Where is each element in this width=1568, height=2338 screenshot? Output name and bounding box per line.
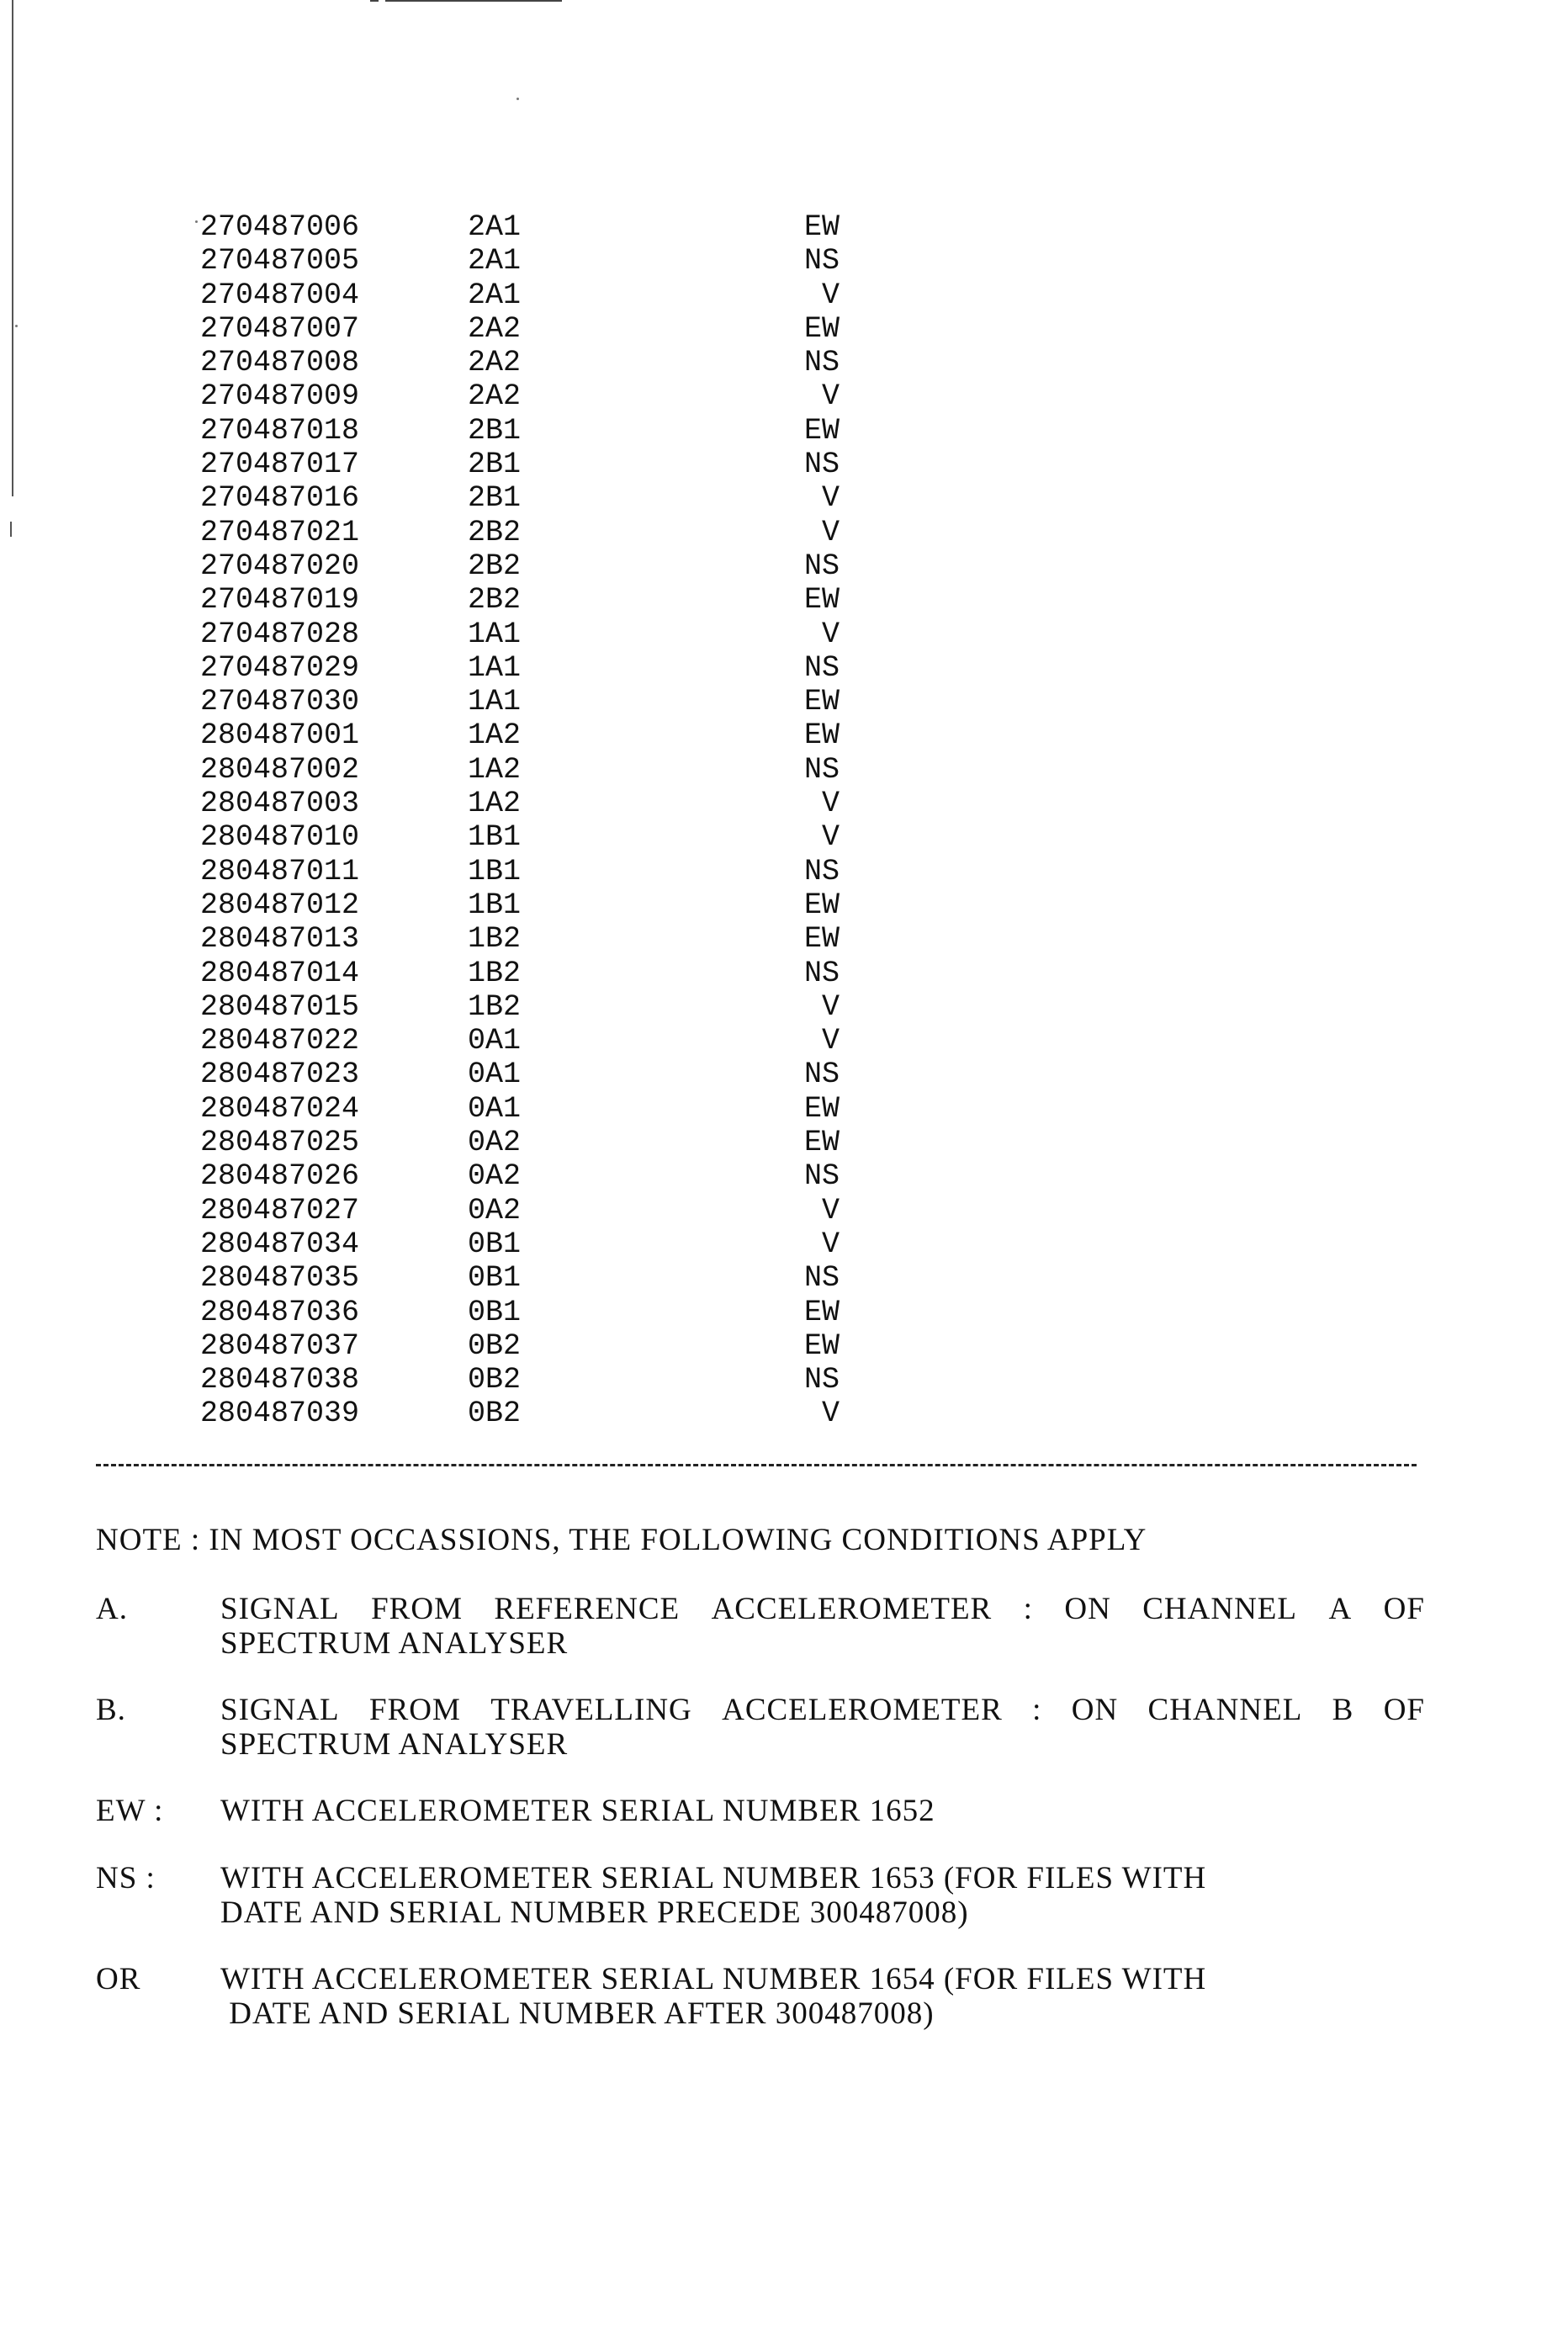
file-serial-cell: 280487039 (200, 1397, 360, 1431)
position-cell: 1A1 (468, 617, 522, 651)
note-ns-text (220, 1861, 1425, 1930)
position-cell: 2A2 (468, 311, 522, 346)
note-ew-label: EW : (96, 1794, 164, 1828)
direction-cell: EW (803, 210, 840, 244)
position-cell: 1B2 (468, 989, 522, 1024)
position-cell: 2B1 (468, 448, 522, 482)
direction-cell: V (821, 787, 840, 821)
direction-cell: EW (803, 1091, 840, 1126)
note-or-label: OR (96, 1962, 141, 1996)
file-serial-cell: 280487034 (200, 1227, 360, 1261)
position-cell: 0A1 (468, 1024, 522, 1058)
file-serial-cell: 280487002 (200, 752, 360, 787)
note-a-word: ON (1064, 1592, 1111, 1626)
position-cell: 1A1 (468, 650, 522, 685)
file-serial-cell: 280487013 (200, 922, 360, 957)
note-b-text (220, 1693, 1425, 1762)
position-cell: 0A2 (468, 1193, 522, 1227)
direction-cell: NS (803, 956, 840, 990)
file-serial-cell: 270487028 (200, 617, 360, 651)
note-ns-line1: WITH ACCELEROMETER SERIAL NUMBER 1653 (FOR FILES WITH (220, 1861, 1207, 1895)
file-serial-cell: 270487016 (200, 481, 360, 516)
table-row (200, 787, 840, 820)
table-row (200, 312, 840, 346)
table-row (200, 379, 840, 413)
table-row (200, 1024, 840, 1058)
note-a-word: : (1023, 1592, 1033, 1626)
direction-cell: V (821, 1227, 840, 1261)
file-serial-cell: 270487017 (200, 448, 360, 482)
direction-cell: V (821, 820, 840, 855)
position-cell: 1A2 (468, 787, 522, 821)
note-heading: NOTE : IN MOST OCCASSIONS, THE FOLLOWING CONDITIONS APPLY (96, 1523, 1147, 1557)
file-serial-cell: 280487027 (200, 1193, 360, 1227)
direction-cell: NS (803, 1363, 840, 1397)
note-b-word: : (1032, 1693, 1042, 1727)
table-row (200, 618, 840, 651)
table-row (200, 718, 840, 752)
file-serial-cell: 270487004 (200, 278, 360, 312)
file-serial-cell: 280487010 (200, 820, 360, 855)
file-serial-cell: 280487015 (200, 989, 360, 1024)
file-serial-cell: 270487021 (200, 515, 360, 549)
file-serial-cell: 270487007 (200, 311, 360, 346)
file-serial-cell: 270487020 (200, 549, 360, 583)
note-a-word: CHANNEL (1142, 1592, 1298, 1626)
position-cell: 1B1 (468, 888, 522, 922)
direction-cell: EW (803, 311, 840, 346)
table-row (200, 1194, 840, 1227)
direction-cell: V (821, 1193, 840, 1227)
note-a-word: SIGNAL (220, 1592, 340, 1626)
position-cell: 1B2 (468, 922, 522, 957)
table-row (200, 651, 840, 685)
table-row (200, 1261, 840, 1295)
file-serial-cell: 270487009 (200, 379, 360, 414)
table-row (200, 1363, 840, 1397)
position-cell: 2B2 (468, 549, 522, 583)
file-serial-cell: 280487037 (200, 1328, 360, 1363)
position-cell: 0B1 (468, 1227, 522, 1261)
table-row (200, 1126, 840, 1159)
table-row (200, 685, 840, 718)
direction-cell: V (821, 515, 840, 549)
direction-cell: V (821, 989, 840, 1024)
table-row (200, 990, 840, 1024)
direction-cell: NS (803, 244, 840, 278)
note-or-line1: WITH ACCELEROMETER SERIAL NUMBER 1654 (FOR FILES WITH (220, 1962, 1207, 1996)
note-b-word: CHANNEL (1147, 1693, 1303, 1727)
scan-artifact-left-tick (10, 522, 12, 537)
file-serial-cell: 280487036 (200, 1295, 360, 1329)
position-cell: 2A1 (468, 278, 522, 312)
note-a-label: A. (96, 1592, 128, 1626)
direction-cell: V (821, 617, 840, 651)
note-b-line2: SPECTRUM ANALYSER (220, 1727, 569, 1762)
note-a-word: OF (1383, 1592, 1425, 1626)
table-row (200, 278, 840, 312)
position-cell: 0A1 (468, 1091, 522, 1126)
file-serial-cell: 270487030 (200, 685, 360, 719)
file-serial-cell: 280487014 (200, 956, 360, 990)
table-row (200, 346, 840, 379)
scan-artifact-top-line (385, 0, 562, 2)
file-serial-cell: 270487019 (200, 583, 360, 618)
direction-cell: EW (803, 413, 840, 448)
position-cell: 0A1 (468, 1058, 522, 1092)
direction-cell: EW (803, 1328, 840, 1363)
position-cell: 2B1 (468, 413, 522, 448)
scan-artifact-dot (516, 98, 519, 100)
note-ns-line2: DATE AND SERIAL NUMBER PRECEDE 300487008) (220, 1895, 969, 1930)
position-cell: 2A1 (468, 244, 522, 278)
direction-cell: NS (803, 650, 840, 685)
file-serial-cell: 280487026 (200, 1159, 360, 1194)
table-row (200, 549, 840, 583)
position-cell: 1B1 (468, 854, 522, 888)
file-serial-cell: 280487001 (200, 718, 360, 753)
scan-artifact-dash (370, 0, 379, 2)
scan-artifact-dot (15, 325, 18, 327)
table-row (200, 888, 840, 922)
file-serial-cell: 270487006 (200, 210, 360, 244)
table-row (200, 820, 840, 854)
file-serial-cell: 280487011 (200, 854, 360, 888)
table-row (200, 448, 840, 481)
table-row (200, 244, 840, 278)
direction-cell: V (821, 1024, 840, 1058)
note-b-word: SIGNAL (220, 1693, 340, 1727)
table-row (200, 1092, 840, 1126)
position-cell: 0B2 (468, 1397, 522, 1431)
file-serial-cell: 270487018 (200, 413, 360, 448)
scan-artifact-left-edge (12, 0, 13, 496)
direction-cell: NS (803, 346, 840, 380)
direction-cell: EW (803, 922, 840, 957)
position-cell: 2B2 (468, 583, 522, 618)
position-cell: 0B1 (468, 1295, 522, 1329)
file-serial-cell: 280487025 (200, 1126, 360, 1160)
table-row (200, 922, 840, 956)
note-ew-text: WITH ACCELEROMETER SERIAL NUMBER 1652 (220, 1794, 935, 1828)
table-row (200, 481, 840, 515)
direction-cell: EW (803, 685, 840, 719)
note-ns-label: NS : (96, 1861, 156, 1895)
direction-cell: V (821, 1397, 840, 1431)
note-b-word: ON (1071, 1693, 1119, 1727)
direction-cell: EW (803, 718, 840, 753)
position-cell: 2B1 (468, 481, 522, 516)
position-cell: 0B2 (468, 1363, 522, 1397)
note-a-word: FROM (371, 1592, 463, 1626)
note-or-text (220, 1962, 1425, 2031)
note-a-line2: SPECTRUM ANALYSER (220, 1626, 569, 1661)
position-cell: 1B1 (468, 820, 522, 855)
position-cell: 1A1 (468, 685, 522, 719)
note-b-line1 (220, 1693, 1425, 1727)
table-row (200, 957, 840, 990)
table-row (200, 1296, 840, 1329)
file-listing-table (200, 210, 840, 1431)
position-cell: 2A2 (468, 346, 522, 380)
position-cell: 1A2 (468, 752, 522, 787)
direction-cell: NS (803, 854, 840, 888)
table-row (200, 1159, 840, 1193)
note-a-word: A (1328, 1592, 1353, 1626)
note-b-word: B (1332, 1693, 1354, 1727)
position-cell: 0B2 (468, 1328, 522, 1363)
file-serial-cell: 280487024 (200, 1091, 360, 1126)
direction-cell: V (821, 481, 840, 516)
position-cell: 2B2 (468, 515, 522, 549)
file-serial-cell: 280487023 (200, 1058, 360, 1092)
note-or-line2: DATE AND SERIAL NUMBER AFTER 300487008) (220, 1996, 935, 2031)
table-row (200, 855, 840, 888)
table-row (200, 516, 840, 549)
direction-cell: NS (803, 549, 840, 583)
direction-cell: EW (803, 1126, 840, 1160)
table-row (200, 1329, 840, 1363)
direction-cell: NS (803, 1058, 840, 1092)
position-cell: 2A1 (468, 210, 522, 244)
direction-cell: NS (803, 448, 840, 482)
dashed-separator (96, 1464, 1417, 1466)
file-serial-cell: 280487012 (200, 888, 360, 922)
note-a-line1 (220, 1592, 1425, 1626)
file-serial-cell: 280487003 (200, 787, 360, 821)
direction-cell: V (821, 379, 840, 414)
position-cell: 1A2 (468, 718, 522, 753)
note-b-label: B. (96, 1693, 126, 1727)
note-b-word: FROM (369, 1693, 461, 1727)
position-cell: 2A2 (468, 379, 522, 414)
table-row (200, 210, 840, 244)
note-b-word: OF (1383, 1693, 1425, 1727)
file-serial-cell: 270487008 (200, 346, 360, 380)
position-cell: 0A2 (468, 1126, 522, 1160)
position-cell: 0B1 (468, 1261, 522, 1296)
note-b-word: ACCELEROMETER (722, 1693, 1003, 1727)
direction-cell: EW (803, 1295, 840, 1329)
note-a-text (220, 1592, 1425, 1661)
direction-cell: NS (803, 752, 840, 787)
file-serial-cell: 280487035 (200, 1261, 360, 1296)
file-serial-cell: 270487029 (200, 650, 360, 685)
file-serial-cell: 280487038 (200, 1363, 360, 1397)
note-a-word: ACCELEROMETER (711, 1592, 993, 1626)
table-row (200, 1058, 840, 1091)
position-cell: 0A2 (468, 1159, 522, 1194)
position-cell: 1B2 (468, 956, 522, 990)
note-b-word: TRAVELLING (490, 1693, 692, 1727)
direction-cell: NS (803, 1159, 840, 1194)
table-row (200, 1227, 840, 1261)
scan-artifact-dot (195, 220, 198, 223)
table-row (200, 414, 840, 448)
note-a-word: REFERENCE (494, 1592, 681, 1626)
direction-cell: EW (803, 583, 840, 618)
file-serial-cell: 270487005 (200, 244, 360, 278)
direction-cell: V (821, 278, 840, 312)
direction-cell: EW (803, 888, 840, 922)
file-serial-cell: 280487022 (200, 1024, 360, 1058)
direction-cell: NS (803, 1261, 840, 1296)
table-row (200, 583, 840, 617)
table-row (200, 1397, 840, 1430)
table-row (200, 753, 840, 787)
